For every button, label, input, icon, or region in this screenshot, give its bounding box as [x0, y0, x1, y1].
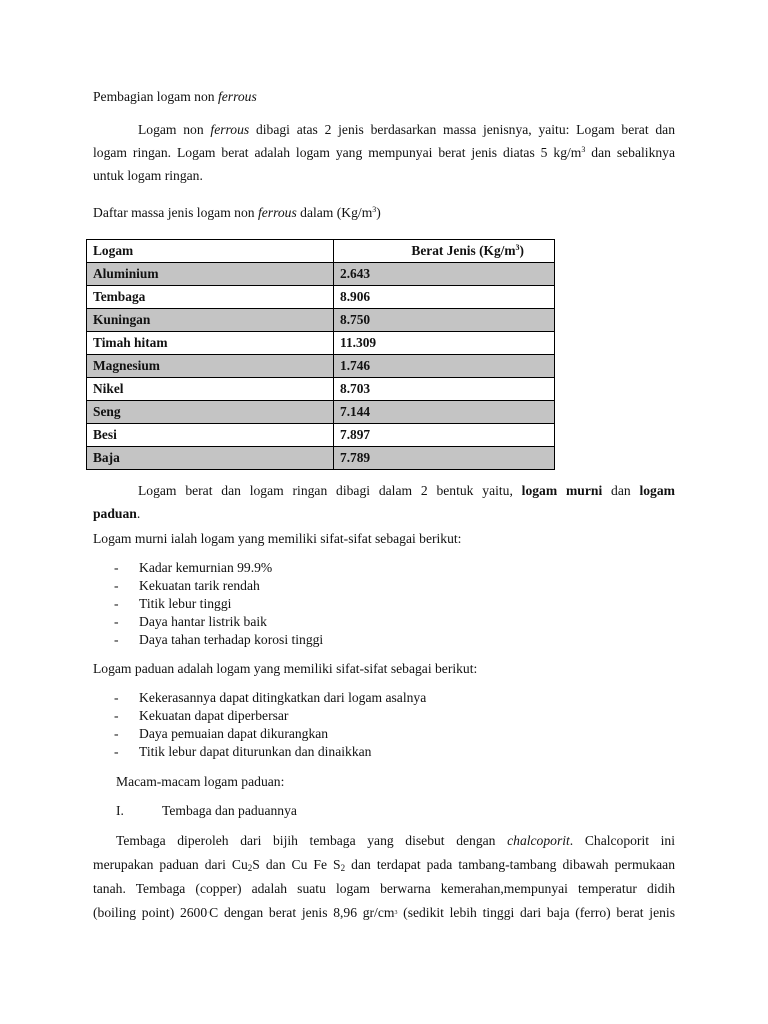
- cell-berat: 7.144: [334, 401, 555, 424]
- cell-logam: Nikel: [87, 378, 334, 401]
- table-row: [87, 263, 555, 286]
- cell-berat: 8.703: [334, 378, 555, 401]
- table-row: [87, 378, 555, 401]
- cell-berat: 2.643: [334, 263, 555, 286]
- types-heading: Macam-macam logam paduan:: [116, 774, 285, 789]
- table-row: [87, 447, 555, 470]
- table-row: [87, 309, 555, 332]
- cell-berat: 7.897: [334, 424, 555, 447]
- cell-logam: Magnesium: [87, 355, 334, 378]
- copper-paragraph: [93, 829, 675, 925]
- section-1-heading: [93, 799, 675, 822]
- header-berat-jenis: Berat Jenis $(Kg/m^3)$: [334, 240, 555, 263]
- copper-line-2: merupakan paduan dari $Cu_2S$ dan Cu Fe $S_2$ dan terdapat pada tambang-tambang dibawah permukaan: [93, 857, 675, 873]
- copper-line-3: tanah. Tembaga (copper) adalah suatu logam berwarna kemerahan,mempunyai temperatur didih: [93, 881, 675, 896]
- copper-line-4: (boiling point) 2600·C dengan berat jenis 8,96 $gr/cm^3$ (sedikit lebih tinggi dari baja (ferro) berat jenis: [93, 905, 675, 920]
- cell-berat: 1.746: [334, 355, 555, 378]
- table-row: [87, 355, 555, 378]
- forms-paragraph: [93, 479, 675, 525]
- section-number: I.: [116, 803, 124, 818]
- document-page: Pembagian logam non ferrous Logam non ferrous dibagi atas 2 jenis berdasarkan massa jenisnya, yaitu: Logam berat dan logam ringan. Logam berat adalah logam yang mempunyai berat jenis diatas 5 $kg/m^3$ dan sebaliknya untuk logam ringan. Daftar massa jenis logam non ferrous dalam $(Kg/m^3)$ Logam Berat Jenis $(Kg/m^3)$ Aluminium 2.643 Tembaga 8.906 Kuningan 8.750 Timah hitam 11.309 Magnesium 1.746 Nikel 8.703 Seng 7.144 Besi 7.897 Baja 7.789 Logam berat dan logam ringan dibagi dalam 2 bentuk yaitu, logam murni dan logam paduan. Logam murni ialah logam yang memiliki sifat-sifat sebagai berikut: - Kadar kemurnian 99.9% - Kekuatan tarik rendah - Titik lebur tinggi - Daya hantar listrik baik - Daya tahan terhadap korosi tinggi Logam paduan adalah logam yang memiliki sifat-sifat sebagai berikut: - Kekerasannya dapat ditingkatkan dari logam asalnya - Kekuatan dapat diperbersar - Daya pemuaian dapat dikurangkan - Titik lebur dapat diturunkan dan dinaikkan Macam-macam logam paduan: I. Tembaga dan paduannya Tembaga diperoleh dari bijih tembaga yang disebut dengan chalcoporit. Chalcoporit ini merupakan paduan dari $Cu_2S$ dan Cu Fe $S_2$ dan terdapat pada tambang-tambang dibawah permukaan tanah. Tembaga (copper) adalah suatu logam berwarna kemerahan,mempunyai temperatur didih (boiling point) 2600·C dengan berat jenis 8,96 $gr/cm^3$ (sedikit lebih tinggi dari baja (ferro) berat jenis: [0, 0, 768, 1024]
- pure-intro: Logam murni ialah logam yang memiliki sifat-sifat sebagai berikut:: [93, 531, 462, 546]
- copper-line-1: Tembaga diperoleh dari bijih tembaga yang disebut dengan chalcoporit. Chalcoporit ini: [116, 833, 675, 848]
- cell-logam: Seng: [87, 401, 334, 424]
- forms-line-2: paduan.: [93, 506, 141, 521]
- cell-berat: 8.906: [334, 286, 555, 309]
- table-row: [87, 424, 555, 447]
- cell-berat: 8.750: [334, 309, 555, 332]
- header-logam: Logam: [87, 240, 334, 263]
- cell-logam: Timah hitam: [87, 332, 334, 355]
- cell-logam: Besi: [87, 424, 334, 447]
- table-caption: Daftar massa jenis logam non ferrous dalam $(Kg/m^3)$: [93, 205, 381, 220]
- table-row: [87, 332, 555, 355]
- cell-berat: 7.789: [334, 447, 555, 470]
- section-title: Tembaga dan paduannya: [162, 803, 297, 818]
- table-row: [87, 401, 555, 424]
- intro-line-3: untuk logam ringan.: [93, 168, 203, 183]
- document-heading: Pembagian logam non ferrous: [93, 89, 257, 104]
- cell-logam: Aluminium: [87, 263, 334, 286]
- table-header-row: [87, 240, 555, 263]
- density-table: [86, 239, 555, 470]
- forms-line-1: Logam berat dan logam ringan dibagi dalam 2 bentuk yaitu, logam murni dan logam: [138, 483, 675, 498]
- intro-line-2: logam ringan. Logam berat adalah logam yang mempunyai berat jenis diatas 5 $kg/m^3$ dan sebaliknya: [93, 145, 675, 160]
- cell-logam: Baja: [87, 447, 334, 470]
- cell-berat: 11.309: [334, 332, 555, 355]
- cell-logam: Kuningan: [87, 309, 334, 332]
- intro-paragraph: [93, 118, 675, 187]
- cell-logam: Tembaga: [87, 286, 334, 309]
- alloy-intro: Logam paduan adalah logam yang memiliki sifat-sifat sebagai berikut:: [93, 661, 478, 676]
- table-row: [87, 286, 555, 309]
- intro-line-1: Logam non ferrous dibagi atas 2 jenis berdasarkan massa jenisnya, yaitu: Logam berat dan: [138, 122, 675, 137]
